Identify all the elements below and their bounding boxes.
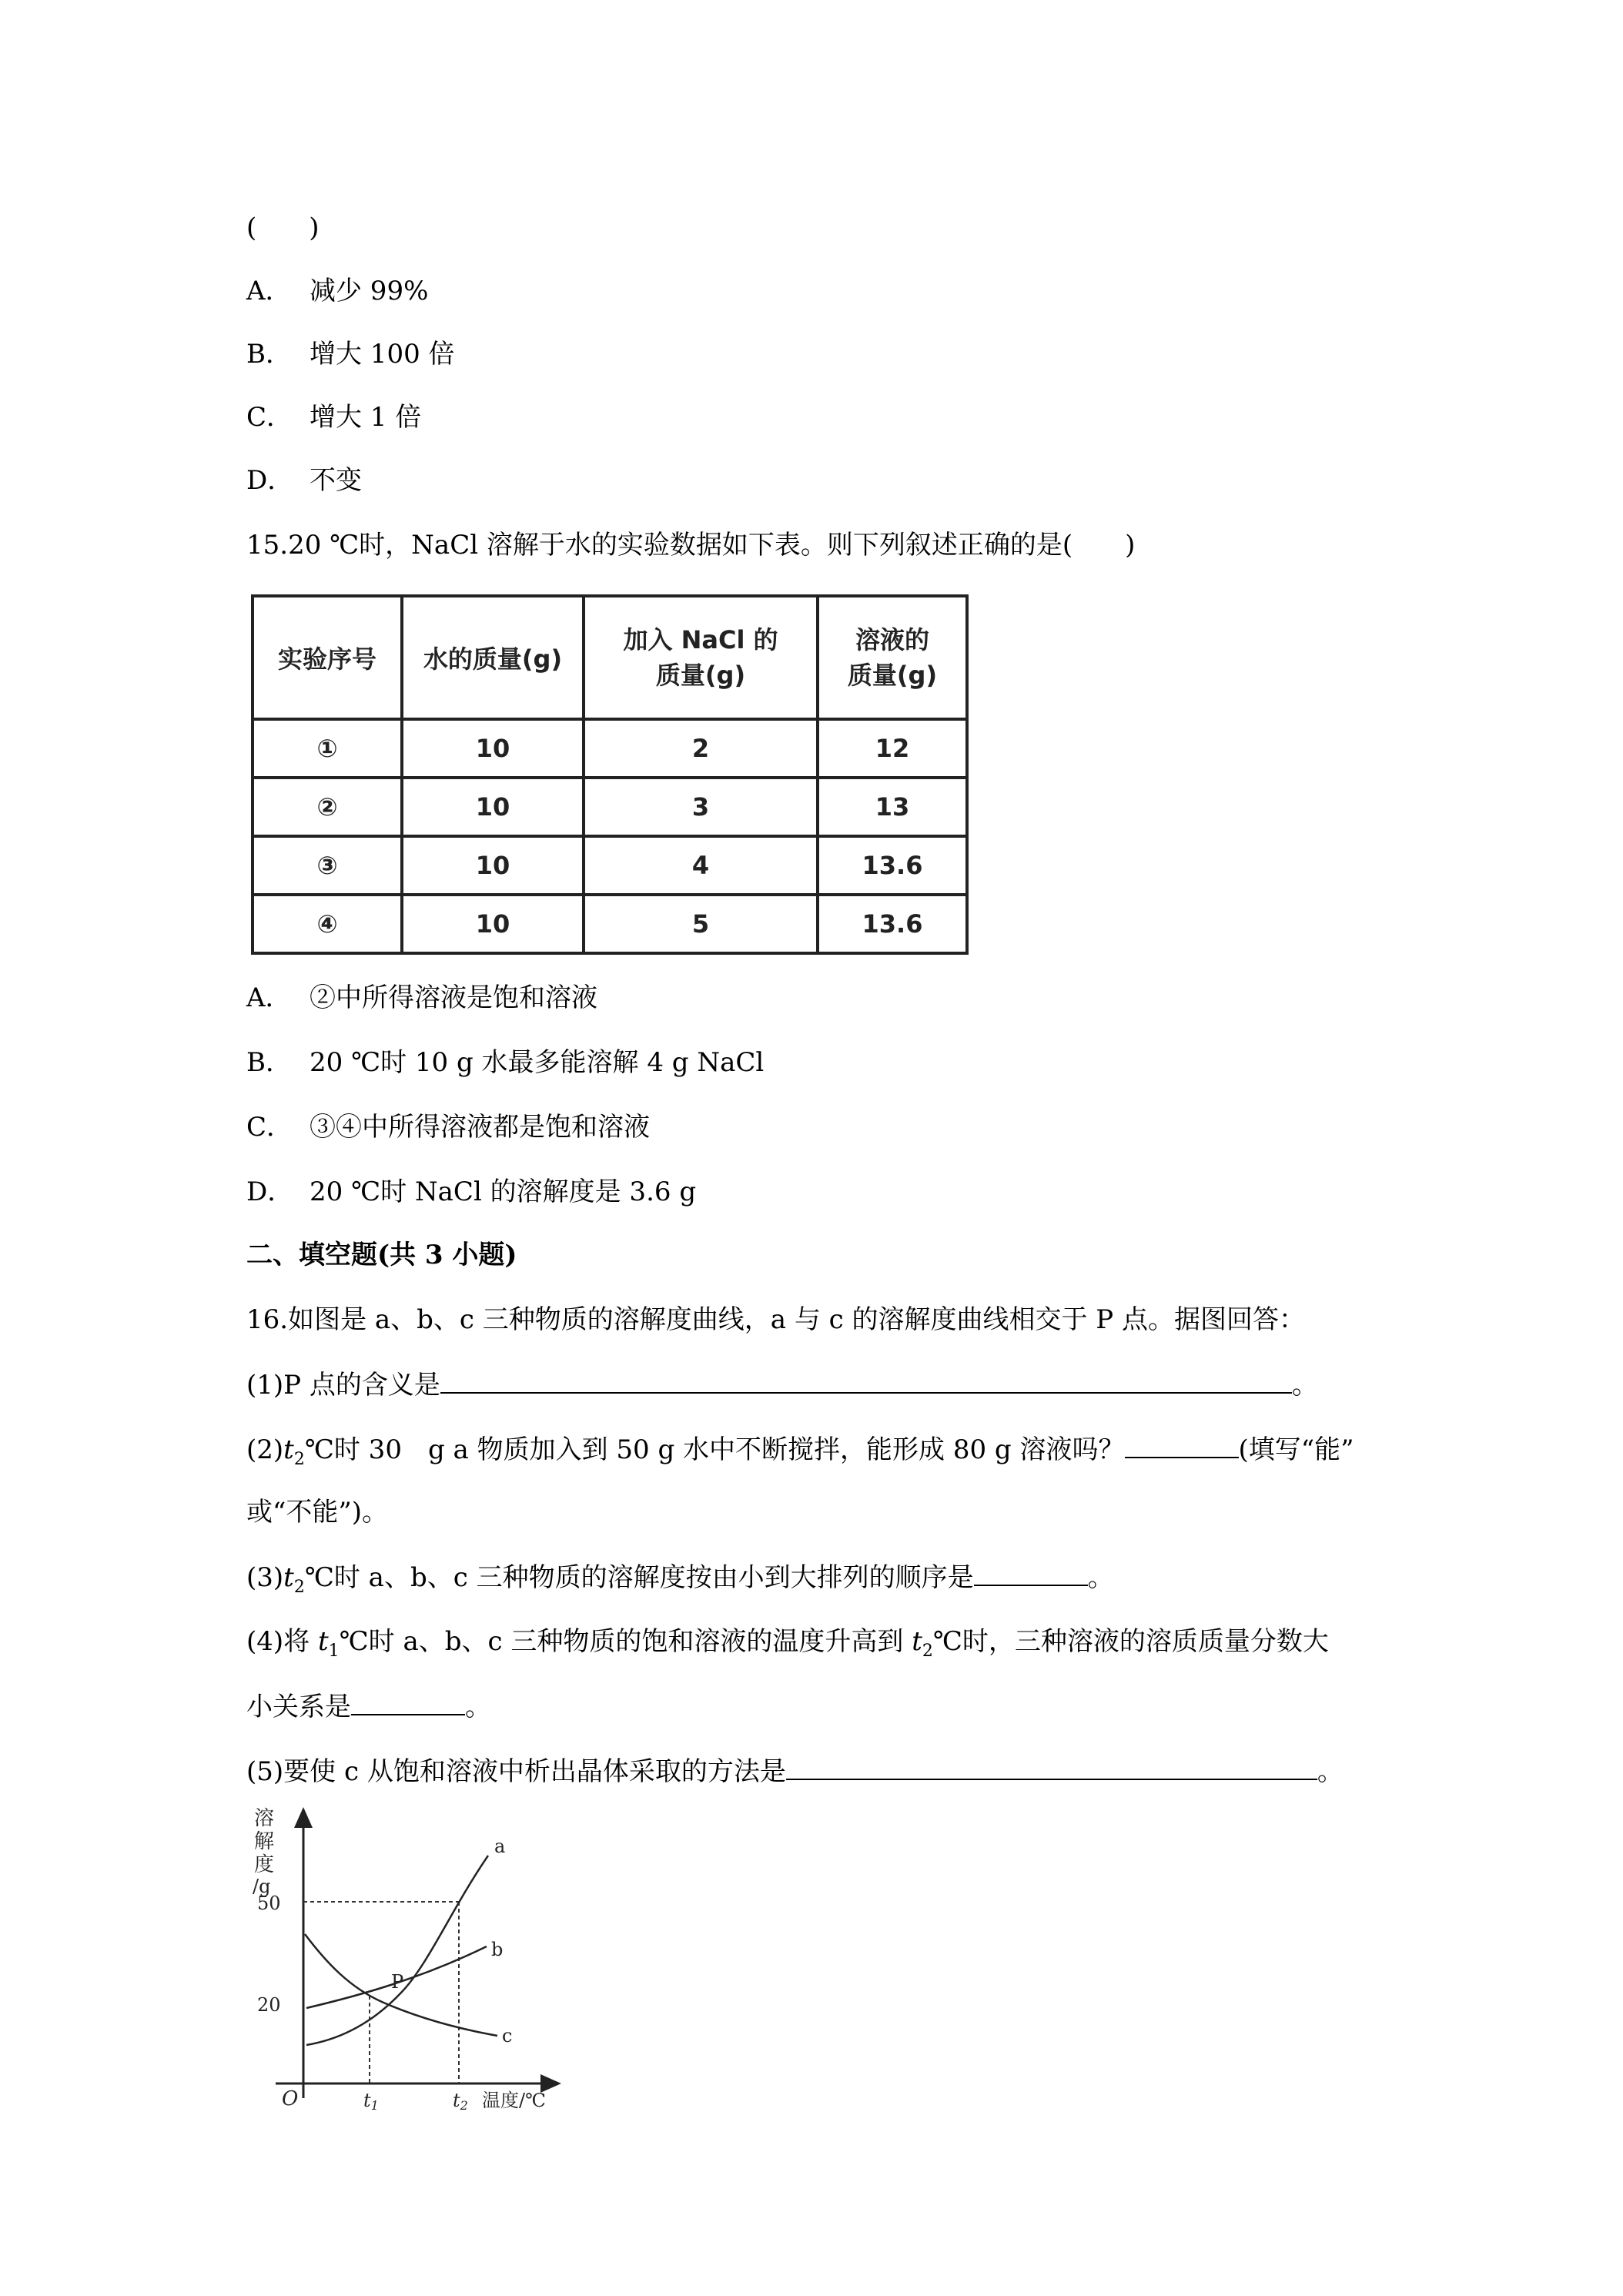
q14-option-c[interactable] <box>246 402 421 433</box>
answer-blank[interactable] <box>786 1755 1317 1780</box>
answer-blank[interactable] <box>974 1561 1088 1586</box>
part-text: (5)要使 c 从饱和溶液中析出晶体采取的方法是 <box>246 1756 786 1787</box>
table-cell: 2 <box>584 719 818 778</box>
table-row <box>253 895 967 953</box>
table-cell: 13.6 <box>818 895 967 953</box>
q16-part2-cont: 或“不能”)。 <box>246 1497 389 1528</box>
answer-blank[interactable] <box>440 1369 1292 1394</box>
y-tick-label: 20 <box>257 1994 281 2016</box>
header-line: 溶液的 <box>855 625 929 654</box>
table-cell: 13.6 <box>818 836 967 895</box>
q15-option-b[interactable] <box>246 1047 764 1078</box>
answer-blank[interactable] <box>351 1691 465 1715</box>
q16-part4 <box>246 1626 1329 1667</box>
section-title: 二、填空题(共 3 小题) <box>246 1240 517 1270</box>
q15-stem: 15.20 ℃时，NaCl 溶解于水的实验数据如下表。则下列叙述正确的是( ) <box>246 530 1136 561</box>
table-cell: 10 <box>402 719 584 778</box>
table-cell: 10 <box>402 778 584 836</box>
curve-a <box>306 1856 488 2045</box>
option-letter: A． <box>246 982 292 1013</box>
part-text: 小关系是 <box>246 1692 351 1722</box>
x-tick-label: t2 <box>453 2090 468 2110</box>
q16-part4-cont <box>246 1691 491 1722</box>
option-text: 减少 99% <box>310 276 429 306</box>
option-text: 增大 1 倍 <box>310 402 422 433</box>
q15-option-a[interactable] <box>246 982 597 1013</box>
y-tick-label: 50 <box>257 1893 281 1914</box>
table-cell: ④ <box>253 895 402 953</box>
part-text: (填写“能” <box>1238 1434 1354 1465</box>
table-cell: ② <box>253 778 402 836</box>
table-row <box>253 719 967 778</box>
series-label-c: c <box>502 2025 513 2047</box>
t-symbol: t <box>283 1562 294 1593</box>
part-text: ℃时，三种溶液的溶质质量分数大 <box>932 1626 1329 1657</box>
t-subscript: 2 <box>922 1641 933 1661</box>
option-text: 20 ℃时 NaCl 的溶解度是 3.6 g <box>310 1176 697 1207</box>
part-text: (4)将 <box>246 1626 318 1657</box>
answer-blank[interactable] <box>1125 1434 1239 1458</box>
q15-option-c[interactable] <box>246 1112 650 1143</box>
origin-label: O <box>282 2087 299 2110</box>
solubility-chart <box>243 1794 574 2110</box>
header-line: 质量(g) <box>655 661 746 690</box>
option-text: ③④中所得溶液都是饱和溶液 <box>310 1112 650 1143</box>
option-letter: D． <box>246 1176 294 1207</box>
t-subscript: 2 <box>293 1577 305 1597</box>
option-text: 不变 <box>310 465 362 496</box>
q14-option-b[interactable] <box>246 339 455 370</box>
table-cell: 4 <box>584 836 818 895</box>
option-text: 增大 100 倍 <box>310 339 455 370</box>
q16-stem: 16.如图是 a、b、c 三种物质的溶解度曲线，a 与 c 的溶解度曲线相交于 P 点。据图回答： <box>246 1304 1305 1335</box>
option-letter: D． <box>246 465 294 496</box>
part-text: (1)P 点的含义是 <box>246 1370 440 1401</box>
q14-paren: ( ) <box>246 213 320 243</box>
y-axis-label-char: 度 <box>254 1853 275 1876</box>
table-cell: 10 <box>402 895 584 953</box>
x-tick-label: t1 <box>363 2090 379 2110</box>
table-cell: ① <box>253 719 402 778</box>
table-row <box>253 836 967 895</box>
q16-part5 <box>246 1755 1344 1787</box>
q14-option-a[interactable] <box>246 276 428 306</box>
series-label-b: b <box>491 1939 504 1960</box>
table-row <box>253 778 967 836</box>
table-cell: 12 <box>818 719 967 778</box>
table-cell: 13 <box>818 778 967 836</box>
table-header-cell <box>818 596 967 719</box>
option-text: 20 ℃时 10 g 水最多能溶解 4 g NaCl <box>310 1047 765 1078</box>
series-label-a: a <box>494 1836 506 1857</box>
t-subscript: 2 <box>293 1449 305 1469</box>
q16-part1 <box>246 1369 1318 1401</box>
y-axis-label-char: 解 <box>254 1830 275 1853</box>
nacl-data-table <box>251 594 969 955</box>
q16-part2 <box>246 1434 1354 1475</box>
option-letter: B． <box>246 1047 292 1078</box>
table-header-row <box>253 596 967 719</box>
q14-option-d[interactable] <box>246 465 362 496</box>
table-cell: ③ <box>253 836 402 895</box>
header-line: 加入 NaCl 的 <box>623 625 778 654</box>
table-cell: 3 <box>584 778 818 836</box>
option-letter: C． <box>246 1112 293 1143</box>
part-text: (2) <box>246 1434 284 1465</box>
table-header-cell <box>584 596 818 719</box>
header-line: 质量(g) <box>847 661 938 690</box>
part-text: ℃时 30 g a 物质加入到 50 g 水中不断搅拌，能形成 80 g 溶液吗？ <box>304 1434 1125 1465</box>
t-symbol: t <box>317 1626 329 1657</box>
t-symbol: t <box>283 1434 294 1465</box>
x-axis-label: 温度/℃ <box>482 2090 546 2110</box>
y-axis-label-char: /g <box>253 1876 271 1897</box>
period: 。 <box>1087 1562 1114 1593</box>
part-text: (3) <box>246 1562 284 1593</box>
option-letter: B． <box>246 339 292 370</box>
option-letter: A． <box>246 276 292 306</box>
period: 。 <box>1291 1370 1318 1401</box>
part-text: ℃时 a、b、c 三种物质的饱和溶液的温度升高到 <box>339 1626 912 1657</box>
q15-option-d[interactable] <box>246 1176 696 1207</box>
t-symbol: t <box>912 1626 922 1657</box>
period: 。 <box>1317 1756 1344 1787</box>
table-cell: 5 <box>584 895 818 953</box>
t-subscript: 1 <box>328 1641 340 1661</box>
option-letter: C． <box>246 402 293 433</box>
table-cell: 10 <box>402 836 584 895</box>
q16-part3 <box>246 1561 1114 1603</box>
table-header-cell: 水的质量(g) <box>402 596 584 719</box>
y-axis-label-char: 溶 <box>254 1807 275 1830</box>
period: 。 <box>465 1692 491 1722</box>
table-header-cell: 实验序号 <box>253 596 402 719</box>
part-text: ℃时 a、b、c 三种物质的溶解度按由小到大排列的顺序是 <box>304 1562 974 1593</box>
point-p-label: P <box>391 1971 404 1993</box>
option-text: ②中所得溶液是饱和溶液 <box>310 982 597 1013</box>
